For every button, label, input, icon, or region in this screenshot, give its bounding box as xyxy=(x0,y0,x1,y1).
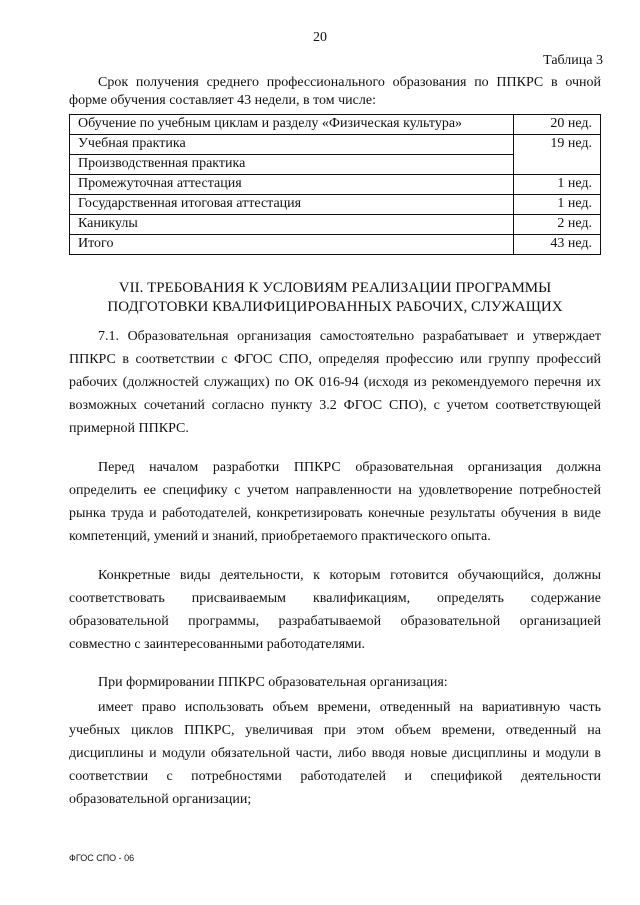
table-row xyxy=(70,135,601,155)
row-label: Каникулы xyxy=(70,215,514,235)
study-terms-table xyxy=(69,114,601,255)
paragraph-7-1: 7.1. Образовательная организация самостоятельно разрабатывает и утверждает ППКРС в соответствии с ФГОС СПО, определяя профессию или группу профессий рабочих (должностей служащих) по ОК 016-94 (исходя из рекомендуемого перечня их возможных сочетаний согласно пункту 3.2 ФГОС СПО), с учетом соответствующей примерной ППКРС. xyxy=(69,329,601,436)
paragraph: Конкретные виды деятельности, к которым готовится обучающийся, должны соответствовать присваиваемым квалификациям, определять содержание образовательной программы, разрабатываемой образовательной организацией совместно с заинтересованными работодателями. xyxy=(69,568,601,652)
row-label: Обучение по учебным циклам и разделу «Физическая культура» xyxy=(70,115,514,135)
row-value: 1 нед. xyxy=(514,195,601,215)
section-heading-line-1: VII. ТРЕБОВАНИЯ К УСЛОВИЯМ РЕАЛИЗАЦИИ ПРОГРАММЫ xyxy=(118,280,552,296)
footer-code: ФГОС СПО - 06 xyxy=(69,853,135,863)
table-row xyxy=(70,195,601,215)
table-caption: Таблица 3 xyxy=(543,53,603,68)
paragraph: имеет право использовать объем времени, отведенный на вариативную часть учебных циклов ППКРС, увеличивая при этом объем времени, отведенный на дисциплины и модули обязательной части, либо вводя новые дисциплины и модули в соответствии с потребностями работодателей и спецификой деятельности образовательной организации; xyxy=(69,700,601,807)
paragraph: При формировании ППКРС образовательная организация: xyxy=(98,675,448,690)
row-label: Итого xyxy=(70,235,514,255)
table-row xyxy=(70,235,601,255)
row-label: Производственная практика xyxy=(70,155,514,175)
intro-paragraph: Срок получения среднего профессионального образования по ППКРС в очной форме обучения составляет 43 недели, в том числе: xyxy=(69,75,601,108)
page-number: 20 xyxy=(313,30,327,45)
table-row xyxy=(70,215,601,235)
row-label: Государственная итоговая аттестация xyxy=(70,195,514,215)
table-row xyxy=(70,175,601,195)
section-heading xyxy=(69,279,601,317)
row-value: 1 нед. xyxy=(514,175,601,195)
paragraph: Перед началом разработки ППКРС образовательная организация должна определить ее специфику с учетом направленности на удовлетворение потребностей рынка труда и работодателей, конкретизировать конечные результаты обучения в виде компетенций, умений и знаний, приобретаемого практического опыта. xyxy=(69,460,601,544)
row-value: 19 нед. xyxy=(514,135,601,175)
row-value: 2 нед. xyxy=(514,215,601,235)
row-value: 20 нед. xyxy=(514,115,601,135)
table-row xyxy=(70,115,601,135)
row-label: Промежуточная аттестация xyxy=(70,175,514,195)
row-label: Учебная практика xyxy=(70,135,514,155)
body-text xyxy=(69,325,601,811)
row-value: 43 нед. xyxy=(514,235,601,255)
section-heading-line-2: ПОДГОТОВКИ КВАЛИФИЦИРОВАННЫХ РАБОЧИХ, СЛУЖАЩИХ xyxy=(107,299,563,315)
